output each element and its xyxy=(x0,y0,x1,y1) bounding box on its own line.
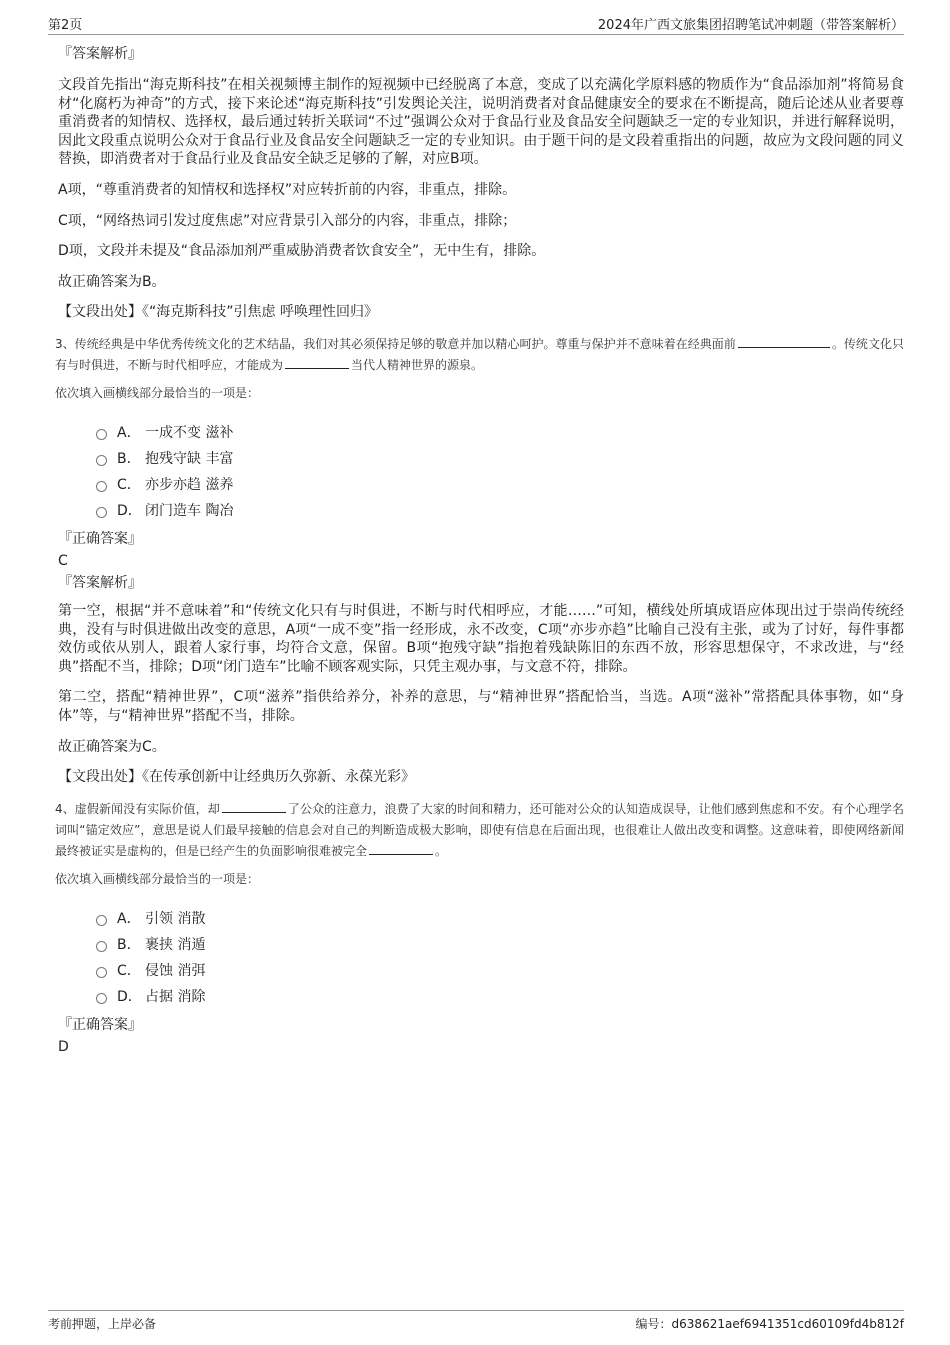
analysis-paragraph: A项，“尊重消费者的知情权和选择权”对应转折前的内容，非重点，排除。 xyxy=(58,181,517,198)
option-b[interactable]: B． 抱残守缺 丰富 xyxy=(96,446,904,472)
analysis-paragraph: 第二空，搭配“精神世界”，C项“滋养”指供给养分，补养的意思，与“精神世界”搭配恰当，当选。A项“滋补”常搭配具体事物，如“身体”等，与“精神世界”搭配不当，排除。 xyxy=(58,689,904,724)
analysis-paragraph: 文段首先指出“海克斯科技”在相关视频博主制作的短视频中已经脱离了本意，变成了以充满化学原料感的物质作为“食品添加剂”将简易食材“化腐朽为神奇”的方式，接下来论述“海克斯科技”引发舆论关注，说明消费者对食品健康安全的要求在不断提高，随后论述从业者要尊重消费者的知情权、选择权，最后通过转折关联词“不过”强调公众对于食品行业及食品安全问题缺乏一定的专业知识，并进行解释说明，因此文段重点说明公众对于食品行业及食品安全问题缺乏一定的专业知识。由于题干问的是文段着重指出的问题，故应为文段问题的同义替换，即消费者对于食品行业及食品安全缺乏足够的了解，对应B项。 xyxy=(58,77,904,168)
question-stem: 4、虚假新闻没有实际价值，却 了公众的注意力，浪费了大家的时间和精力，还可能对公众的认知造成误导，让他们感到焦虑和不安。有个心理学名词叫“锚定效应”，意思是说人们最早接触的信息会对自己的判断造成极大影响，即使有信息在后面出现，也很难让人做出改变和调整。这意味着，即使网络新闻最终被证实是虚构的，但是已经产生的负面影响很难被完全 。 xyxy=(55,799,904,862)
page-content xyxy=(55,44,904,1060)
question-4 xyxy=(55,799,904,1056)
answer-value: D xyxy=(58,1038,69,1055)
document-id: 编号：d638621aef6941351cd60109fd4b812f xyxy=(635,1317,904,1331)
answer-label: 『正确答案』 xyxy=(58,1016,142,1033)
source-citation: 【文段出处】《“海克斯科技”引焦虑 呼唤理性回归》 xyxy=(58,304,378,321)
fill-blank xyxy=(369,841,433,855)
source-citation: 【文段出处】《在传承创新中让经典历久弥新、永葆光彩》 xyxy=(58,769,415,786)
radio-icon[interactable] xyxy=(96,941,107,952)
footer-slogan: 考前押题，上岸必备 xyxy=(48,1317,157,1331)
page-footer xyxy=(48,1310,904,1335)
fill-blank xyxy=(285,355,349,369)
radio-icon[interactable] xyxy=(96,455,107,466)
option-c[interactable]: C． 亦步亦趋 滋养 xyxy=(96,472,904,498)
analysis-label: 『答案解析』 xyxy=(58,574,142,591)
question-3 xyxy=(55,334,904,787)
option-list xyxy=(96,420,904,524)
document-title: 2024年广西文旅集团招聘笔试冲刺题（带答案解析） xyxy=(597,18,904,33)
option-a[interactable]: A． 引领 消散 xyxy=(96,906,904,932)
analysis-label: 『答案解析』 xyxy=(58,46,142,62)
option-d[interactable]: D． 占据 消除 xyxy=(96,984,904,1010)
conclusion-paragraph: 故正确答案为C。 xyxy=(58,738,166,755)
conclusion-paragraph: 故正确答案为B。 xyxy=(58,273,166,290)
analysis-paragraph: D项，文段并未提及“食品添加剂严重威胁消费者饮食安全”，无中生有，排除。 xyxy=(58,243,546,260)
radio-icon[interactable] xyxy=(96,993,107,1004)
question-prompt: 依次填入画横线部分最恰当的一项是： xyxy=(55,871,260,886)
analysis-paragraph: 第一空，根据“并不意味着”和“传统文化只有与时俱进，不断与时代相呼应，才能……”可知，横线处所填成语应体现出过于崇尚传统经典，没有与时俱进做出改变的意思，A项“一成不变”指一经形成，永不改变，C项“亦步亦趋”比喻自己没有主张，或为了讨好，每件事都效仿或依从别人，跟着人家行事，均符合文意，保留。B项“抱残守缺”指抱着残缺陈旧的东西不放，形容思想保守，不求改进，与“经典”搭配不当，排除；D项“闭门造车”比喻不顾客观实际，只凭主观办事，与文意不符，排除。 xyxy=(58,602,904,675)
radio-icon[interactable] xyxy=(96,915,107,926)
fill-blank xyxy=(738,334,830,348)
option-d[interactable]: D． 闭门造车 陶冶 xyxy=(96,498,904,524)
fill-blank xyxy=(222,799,286,813)
option-b[interactable]: B． 裹挟 消遁 xyxy=(96,932,904,958)
answer-value: C xyxy=(58,552,68,569)
radio-icon[interactable] xyxy=(96,429,107,440)
radio-icon[interactable] xyxy=(96,481,107,492)
option-list xyxy=(96,906,904,1010)
question-stem: 3、传统经典是中华优秀传统文化的艺术结晶，我们对其必须保持足够的敬意并加以精心呵护。尊重与保护并不意味着在经典面前 。传统文化只有与时俱进，不断与时代相呼应，才能成为 当代人精神世界的源泉。 xyxy=(55,334,904,376)
page-number: 第2页 xyxy=(48,18,83,33)
question-prompt: 依次填入画横线部分最恰当的一项是： xyxy=(55,385,260,400)
radio-icon[interactable] xyxy=(96,967,107,978)
option-c[interactable]: C． 侵蚀 消弭 xyxy=(96,958,904,984)
radio-icon[interactable] xyxy=(96,507,107,518)
option-a[interactable]: A． 一成不变 滋补 xyxy=(96,420,904,446)
answer-label: 『正确答案』 xyxy=(58,530,142,547)
analysis-paragraph: C项，“网络热词引发过度焦虑”对应背景引入部分的内容，非重点，排除； xyxy=(58,212,517,229)
page-header xyxy=(48,12,904,35)
